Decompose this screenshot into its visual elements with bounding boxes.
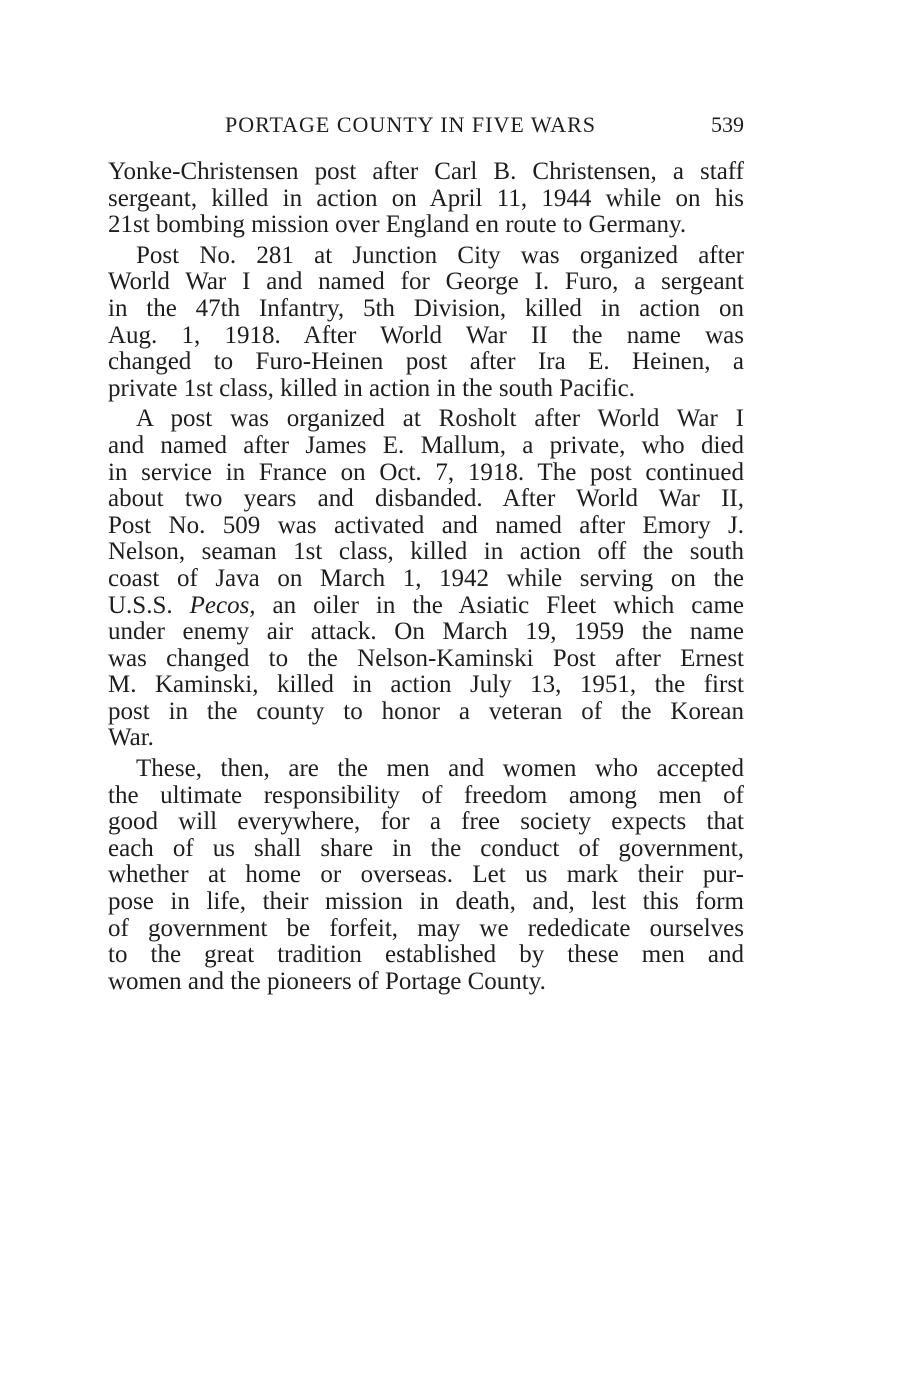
text-line: in the 47th Infantry, 5th Division, killed in action on xyxy=(108,294,744,322)
text-line: A post was organized at Rosholt after World War I xyxy=(136,405,744,433)
ship-description: an oiler in the Asiatic Fleet which came xyxy=(272,591,745,619)
page-number: 539 xyxy=(711,112,744,137)
text-line: Post No. 509 was activated and named after Emory J. xyxy=(108,511,744,539)
text-line: sergeant, killed in action on April 11, 1944 while on his xyxy=(108,184,744,212)
text-line: of government be forfeit, may we rededicate ourselves xyxy=(108,914,744,942)
running-head xyxy=(108,110,744,140)
text-line: 21st bombing mission over England en route to Germany. xyxy=(108,211,687,239)
text-line: coast of Java on March 1, 1942 while serving on the xyxy=(108,564,744,592)
text-line-pecos xyxy=(108,593,744,620)
ship-name: Pecos, xyxy=(189,591,256,619)
text-line: post in the county to honor a veteran of the Korean xyxy=(108,697,744,725)
running-title: PORTAGE COUNTY IN FIVE WARS xyxy=(225,112,597,137)
body-text xyxy=(108,159,744,999)
text-line: Post No. 281 at Junction City was organized after xyxy=(136,241,744,269)
text-line: Aug. 1, 1918. After World War II the name was xyxy=(108,321,744,349)
paragraph-christensen xyxy=(108,159,744,239)
text-line: under enemy air attack. On March 19, 1959 the name xyxy=(108,618,744,646)
text-line: M. Kaminski, killed in action July 13, 1951, the first xyxy=(108,671,744,699)
text-line: about two years and disbanded. After World War II, xyxy=(108,485,744,513)
text-line: the ultimate responsibility of freedom among men of xyxy=(108,781,744,809)
text-line: and named after James E. Mallum, a private, who died xyxy=(108,431,744,459)
text-line: each of us shall share in the conduct of government, xyxy=(108,834,744,862)
text-line: changed to Furo-Heinen post after Ira E. Heinen, a xyxy=(108,348,744,376)
text-line: private 1st class, killed in action in the south Pacific. xyxy=(108,374,635,402)
text-line: World War I and named for George I. Furo, a sergeant xyxy=(108,268,744,296)
text-line: whether at home or overseas. Let us mark their pur- xyxy=(108,861,744,889)
text-line: pose in life, their mission in death, and, lest this form xyxy=(108,888,744,916)
paragraph-rosholt xyxy=(108,406,744,752)
text-line: to the great tradition established by these men and xyxy=(108,941,744,969)
text-line: War. xyxy=(108,724,154,752)
text-line: was changed to the Nelson-Kaminski Post after Ernest xyxy=(108,644,744,672)
ship-prefix: U.S.S. xyxy=(108,591,173,619)
text-line: good will everywhere, for a free society expects that xyxy=(108,808,744,836)
text-line: Yonke-Christensen post after Carl B. Christensen, a staff xyxy=(108,158,744,185)
text-line: Nelson, seaman 1st class, killed in action off the south xyxy=(108,538,744,566)
text-line: women and the pioneers of Portage County. xyxy=(108,967,546,995)
text-line: in service in France on Oct. 7, 1918. The post continued xyxy=(108,458,744,486)
paragraph-junction-city xyxy=(108,243,744,403)
paragraph-conclusion xyxy=(108,756,744,995)
text-line: These, then, are the men and women who accepted xyxy=(136,755,744,783)
